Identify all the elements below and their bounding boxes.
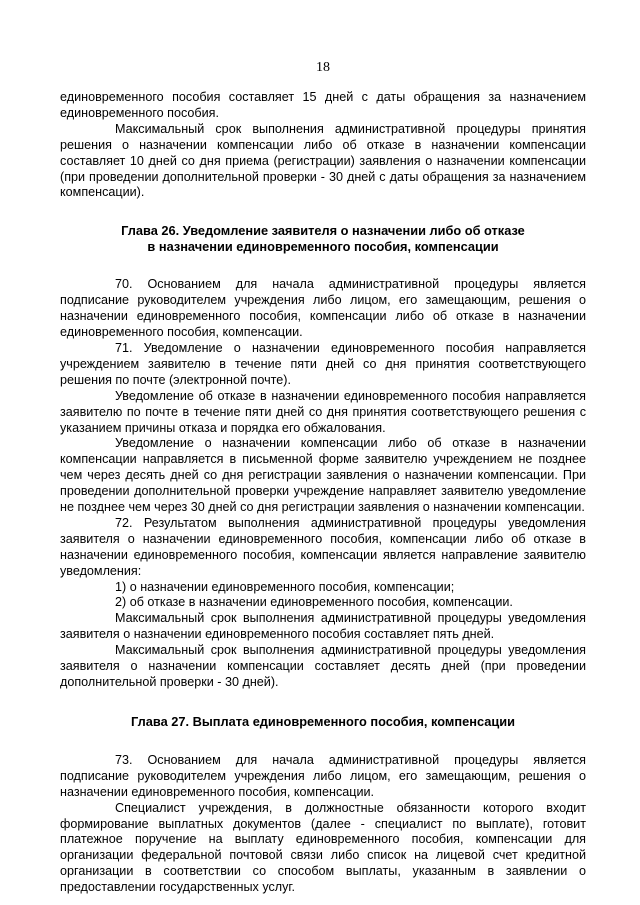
chapter-26-title-line2: в назначении единовременного пособия, компенсации [147, 239, 499, 255]
paragraph-71-refusal: Уведомление об отказе в назначении единовременного пособия направляется заявителю по почте в течение пяти дней со дня принятия соответствующего решения с указанием причины отказа и порядка его обжалования. [60, 388, 586, 435]
chapter-26-title-line1: Глава 26. Уведомление заявителя о назначении либо об отказе [121, 223, 525, 239]
chapter-26-heading [60, 223, 586, 255]
paragraph-73-specialist: Специалист учреждения, в должностные обязанности которого входит формирование выплатных документов (далее - специалист по выплате), готовит платежное поручение на выплату единовременного пособия, компенсации для организации федеральной почтовой связи либо список на лицевой счет кредитной организации в соответствии со способом выплаты, указанным в заявлении о предоставлении государственных услуг. [60, 800, 586, 895]
paragraph-70: 70. Основанием для начала административной процедуры является подписание руководителем учреждения либо лицом, его замещающим, решения о назначении единовременного пособия, компенсации либо об отказе в назначении единовременного пособия, компенсации. [60, 277, 586, 340]
paragraph-72-max-term-allowance: Максимальный срок выполнения административной процедуры уведомления заявителя о назначении единовременного пособия составляет пять дней. [60, 611, 586, 642]
list-item: 1) о назначении единовременного пособия, компенсации; [115, 579, 455, 594]
list-item: 2) об отказе в назначении единовременного пособия, компенсации. [115, 595, 513, 610]
paragraph-73: 73. Основанием для начала административной процедуры является подписание руководителем учреждения либо лицом, его замещающим, решения о назначении единовременного пособия, компенсации. [60, 752, 586, 799]
paragraph-72: 72. Результатом выполнения административной процедуры уведомления заявителя о назначении единовременного пособия, компенсации либо об отказе в назначении единовременного пособия, компенсации является направление заявителю уведомления: [60, 515, 586, 578]
page-number: 18 [316, 60, 330, 75]
paragraph-71: 71. Уведомление о назначении единовременного пособия направляется учреждением заявителю в течение пяти дней со дня принятия соответствующего решения по почте (электронной почте). [60, 340, 586, 387]
paragraph-72-max-term-compensation: Максимальный срок выполнения административной процедуры уведомления заявителя о назначении компенсации составляет десять дней (при проведении дополнительной проверки - 30 дней). [60, 643, 586, 689]
paragraph-max-term-compensation: Максимальный срок выполнения административной процедуры принятия решения о назначении компенсации либо об отказе в назначении компенсации составляет 10 дней со дня приема (регистрации) заявления о назначении компенсации (при проведении дополнительной проверки - 30 дней с даты обращения за назначением компенсации). [60, 121, 586, 200]
page-content [60, 90, 586, 896]
chapter-27-heading: Глава 27. Выплата единовременного пособия, компенсации [131, 713, 515, 729]
paragraph-continued: единовременного пособия составляет 15 дней с даты обращения за назначением единовременного пособия. [60, 90, 586, 120]
paragraph-71-compensation: Уведомление о назначении компенсации либо об отказе в назначении компенсации направляется в письменной форме заявителю учреждением не позднее чем через десять дней со дня регистрации заявления о назначении компенсации. При проведении дополнительной проверки учреждение направляет заявителю уведомление не позднее чем через 30 дней со дня регистрации заявления о назначении компенсации. [60, 436, 586, 515]
